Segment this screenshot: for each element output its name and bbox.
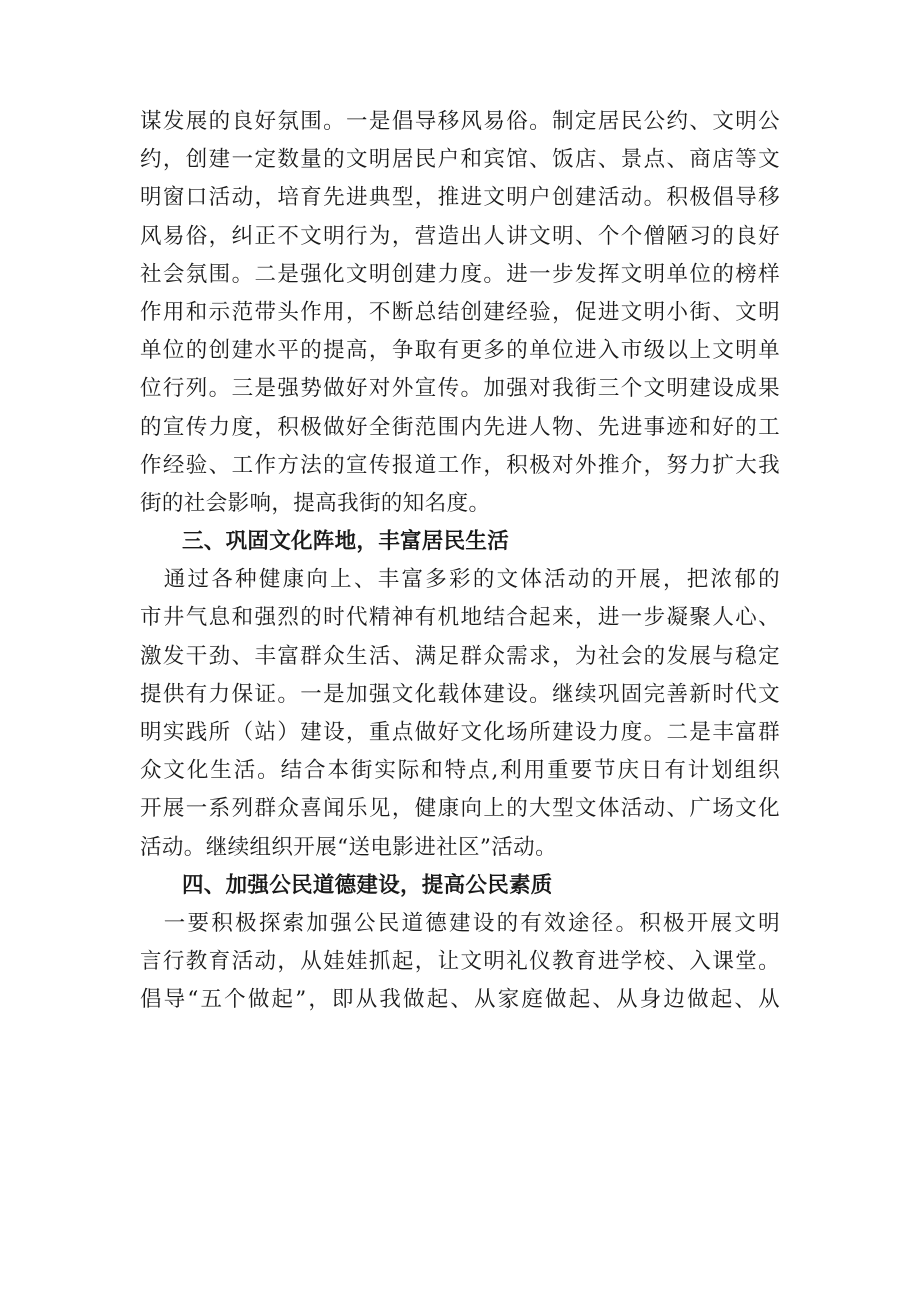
text-line: 言行教育活动，从娃娃抓起，让文明礼仪教育进学校、入课堂。 <box>140 949 780 975</box>
text-line: 明实践所（站）建设，重点做好文化场所建设力度。二是丰富群 <box>140 720 780 745</box>
text-line: 的宣传力度，积极做好全街范围内先进人物、先进事迹和好的工 <box>140 414 780 440</box>
text-line: 明窗口活动，培育先进典型，推进文明户创建活动。积极倡导移 <box>140 185 780 211</box>
text-line: 作经验、工作方法的宣传报道工作，积极对外推介，努力扩大我 <box>140 452 780 478</box>
text-line: 风易俗，纠正不文明行为，营造出人讲文明、个个僧陋习的良好 <box>140 223 780 249</box>
text-line: 单位的创建水平的提高，争取有更多的单位进入市级以上文明单 <box>140 338 780 364</box>
text-line: 开展一系列群众喜闻乐见，健康向上的大型文体活动、广场文化 <box>140 796 780 822</box>
text-line: 作用和示范带头作用，不断总结创建经验，促进文明小街、文明 <box>140 299 780 325</box>
text-line: 位行列。三是强势做好对外宣传。加强对我街三个文明建设成果 <box>140 376 780 402</box>
text-line: 激发干劲、丰富群众生活、满足群众需求，为社会的发展与稳定 <box>140 643 780 669</box>
text-line: 约，创建一定数量的文明居民户和宾馆、饭店、景点、商店等文 <box>140 147 780 173</box>
text-line: 市井气息和强烈的时代精神有机地结合起来，进一步凝聚人心、 <box>140 605 780 631</box>
section-4 <box>140 867 780 1020</box>
text-line: 众文化生活。结合本街实际和特点,利用重要节庆日有计划组织 <box>140 758 780 784</box>
text-line: 一要积极探索加强公民道德建设的有效途径。积极开展文明 <box>140 910 780 936</box>
text-line: 提供有力保证。一是加强文化载体建设。继续巩固完善新时代文 <box>140 681 780 707</box>
text-line: 社会氛围。二是强化文明创建力度。进一步发挥文明单位的榜样 <box>140 261 780 287</box>
text-line: 谋发展的良好氛围。一是倡导移风易俗。制定居民公约、文明公 <box>140 109 780 134</box>
text-line: 活动。继续组织开展“送电影进社区”活动。 <box>140 834 557 860</box>
section-3-heading: 三、巩固文化阵地，丰富居民生活 <box>182 529 510 555</box>
document-body <box>140 103 780 1020</box>
section-4-heading: 四、加强公民道德建设，提高公民素质 <box>182 872 553 898</box>
paragraph-civilization-creation <box>140 103 780 523</box>
text-line: 倡导“五个做起”，即从我做起、从家庭做起、从身边做起、从 <box>140 987 780 1013</box>
text-line: 街的社会影响，提高我街的知名度。 <box>140 490 491 516</box>
text-line: 通过各种健康向上、丰富多彩的文体活动的开展，把浓郁的 <box>140 567 780 593</box>
section-3 <box>140 523 780 867</box>
